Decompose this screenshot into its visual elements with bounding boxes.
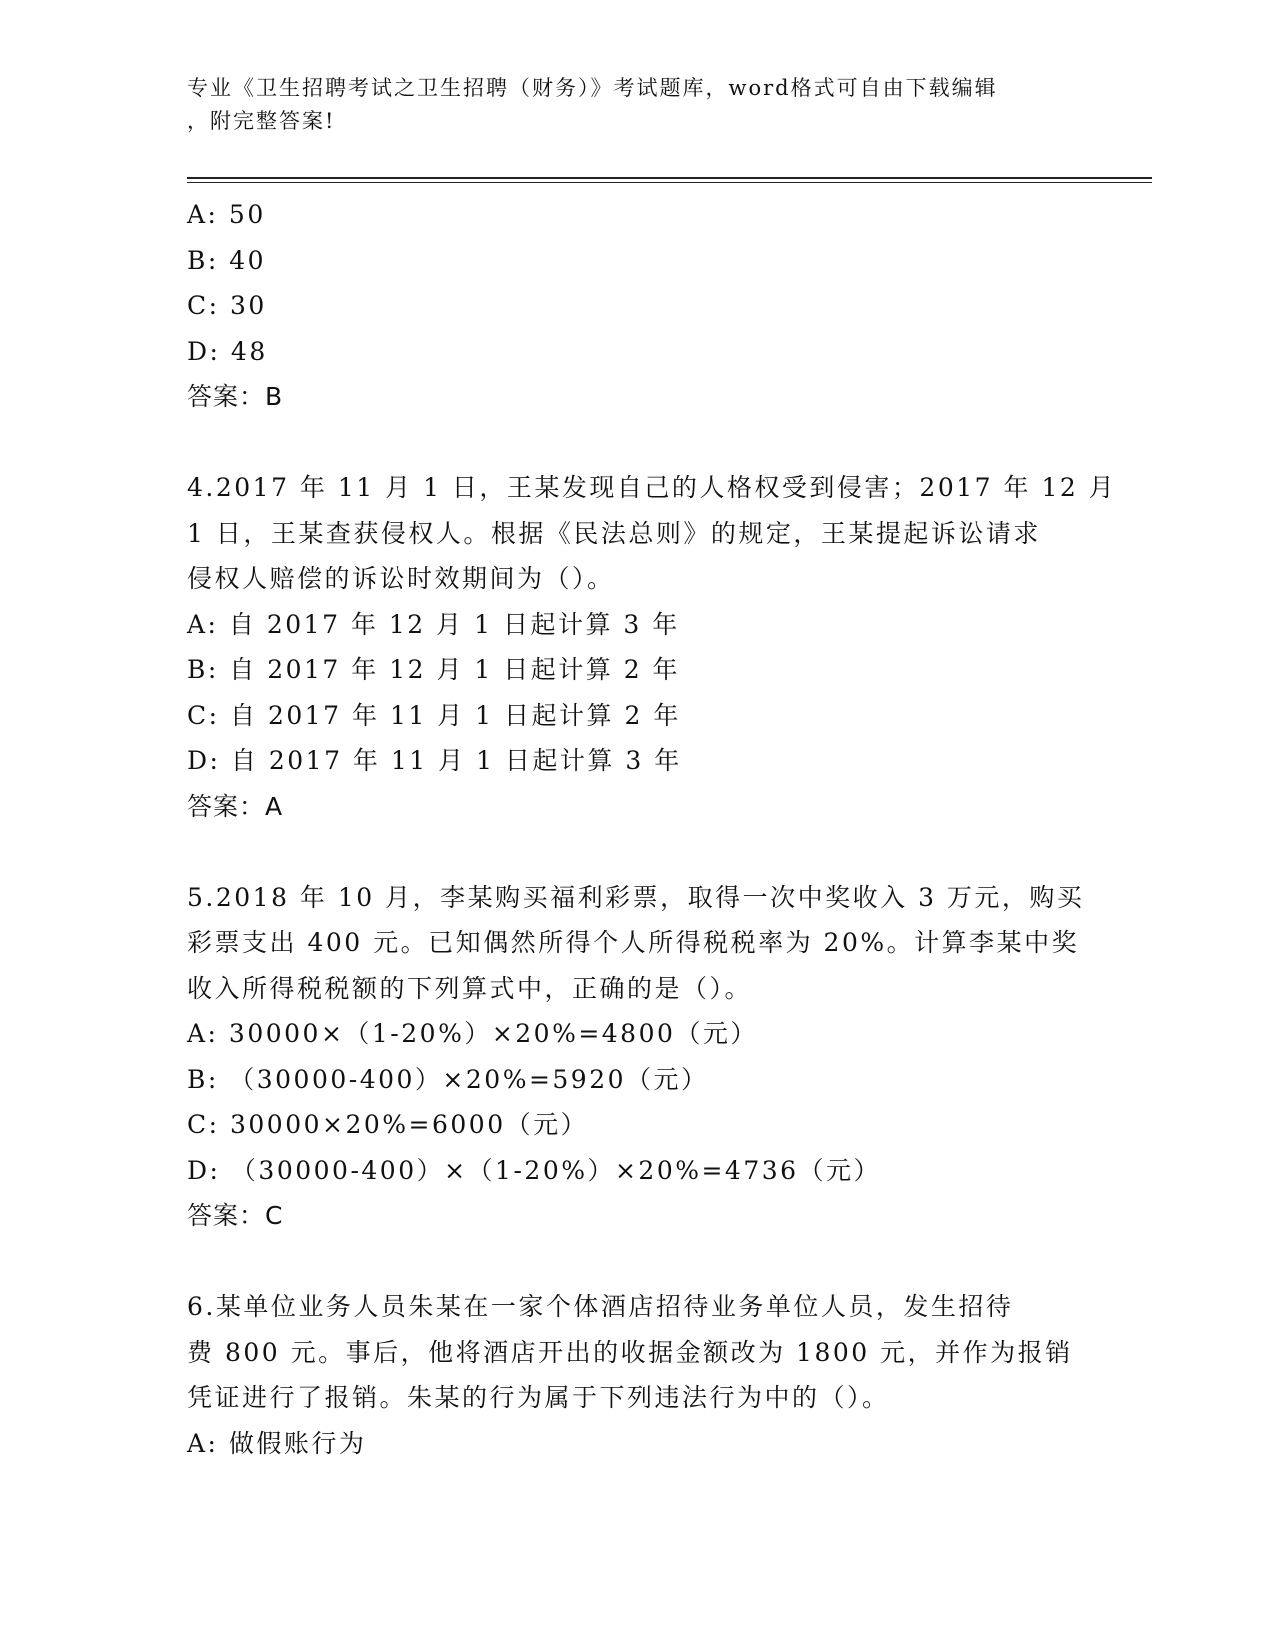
answer-line: 答案：B	[187, 382, 284, 411]
question-stem-line: 侵权人赔偿的诉讼时效期间为（）。	[187, 564, 615, 593]
question-4-block	[187, 465, 1117, 829]
question-6-block	[187, 1284, 1092, 1466]
question-5-block	[187, 875, 1092, 1239]
question-stem-line: 5.2018 年 10 月，李某购买福利彩票，取得一次中奖收入 3 万元，购买	[187, 882, 1085, 912]
question-stem-line: 收入所得税税额的下列算式中，正确的是（）。	[187, 973, 753, 1003]
option-a: A: 做假账行为	[187, 1428, 367, 1458]
option-b: B: （30000-400）×20%=5920（元）	[187, 1064, 709, 1094]
header-divider-thin	[187, 182, 1152, 183]
question-stem-line: 凭证进行了报销。朱某的行为属于下列违法行为中的（）。	[187, 1383, 890, 1412]
question-stem-line: 4.2017 年 11 月 1 日，王某发现自己的人格权受到侵害；2017 年 12 月	[187, 473, 1117, 502]
question-stem-line: 费 800 元。事后，他将酒店开出的收据金额改为 1800 元，并作为报销	[187, 1337, 1073, 1367]
option-a: A: 50	[187, 200, 266, 229]
question-stem-line: 彩票支出 400 元。已知偶然所得个人所得税税率为 20%。计算李某中奖	[187, 928, 1080, 957]
option-c: C: 自 2017 年 11 月 1 日起计算 2 年	[187, 700, 681, 730]
answer-line: 答案：C	[187, 1201, 284, 1230]
option-d: D: 自 2017 年 11 月 1 日起计算 3 年	[187, 746, 682, 775]
option-b: B: 40	[187, 245, 267, 275]
option-c: C: 30000×20%=6000（元）	[187, 1110, 589, 1139]
header-line-1: 专业《卫生招聘考试之卫生招聘（财务）》考试题库，word格式可自由下载编辑	[187, 76, 998, 100]
option-a: A: 30000×（1-20%）×20%=4800（元）	[187, 1019, 758, 1048]
option-d: D: （30000-400）×（1-20%）×20%=4736（元）	[187, 1155, 882, 1185]
option-d: D: 48	[187, 336, 268, 366]
question-stem-line: 6.某单位业务人员朱某在一家个体酒店招待业务单位人员，发生招待	[187, 1292, 1014, 1321]
question-content	[187, 192, 1117, 1466]
option-c: C: 30	[187, 291, 267, 320]
option-a: A: 自 2017 年 12 月 1 日起计算 3 年	[187, 609, 680, 639]
question-3-block	[187, 192, 1092, 420]
header-divider-thick	[187, 177, 1152, 179]
document-header	[187, 72, 1067, 138]
option-b: B: 自 2017 年 12 月 1 日起计算 2 年	[187, 655, 681, 684]
question-stem-line: 1 日，王某查获侵权人。根据《民法总则》的规定，王某提起诉讼请求	[187, 518, 1041, 548]
answer-line: 答案：A	[187, 791, 284, 821]
header-line-2: ，附完整答案!	[187, 109, 336, 133]
